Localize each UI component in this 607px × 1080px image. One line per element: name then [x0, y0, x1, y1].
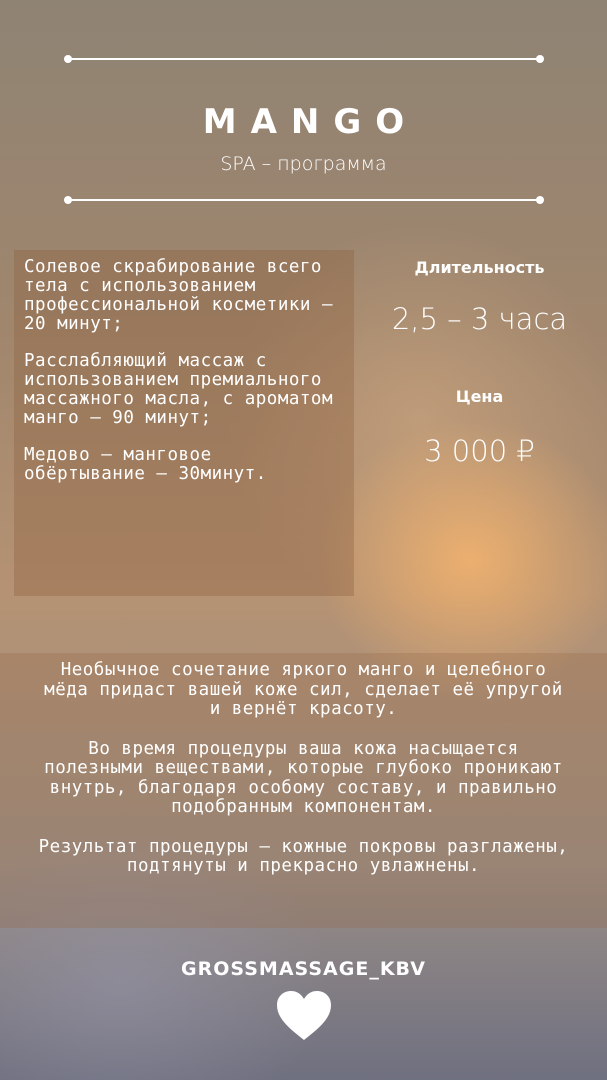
description-paragraph: Необычное сочетание яркого манго и целебного мёда придаст вашей коже сил, сделает её упругой и вернёт красоту.	[44, 660, 563, 719]
procedure-item: Медово – манговое обёртывание – 30минут.	[24, 445, 267, 484]
description-panel	[0, 653, 607, 928]
bottom-divider	[68, 199, 540, 201]
description-paragraph: Во время процедуры ваша кожа насыщается полезными веществами, которые глубоко проникают внутрь, благодаря особому составу, и правильно подобранным компонентам.	[44, 738, 563, 817]
duration-value: 2,5 – 3 часа	[391, 302, 568, 336]
procedures-panel	[14, 250, 354, 596]
price-label: Цена	[455, 387, 504, 406]
heart-icon	[276, 990, 332, 1042]
procedure-item: Солевое скрабирование всего тела с использованием профессиональной косметики – 20 минут;	[24, 257, 334, 334]
instagram-handle[interactable]: GROSSMASSAGE_KBV	[181, 958, 426, 980]
price-value: 3 000 ₽	[424, 434, 535, 468]
page-title: MANGO	[202, 102, 419, 142]
procedure-item: Расслабляющий массаж с использованием премиального массажного масла, с ароматом манго – 90 минут;	[24, 351, 334, 428]
page-subtitle: SPA – программа	[220, 153, 387, 175]
top-divider	[68, 58, 540, 60]
duration-label: Длительность	[414, 258, 545, 277]
description-paragraph: Результат процедуры – кожные покровы разглажены, подтянуты и прекрасно увлажнены.	[38, 836, 569, 876]
